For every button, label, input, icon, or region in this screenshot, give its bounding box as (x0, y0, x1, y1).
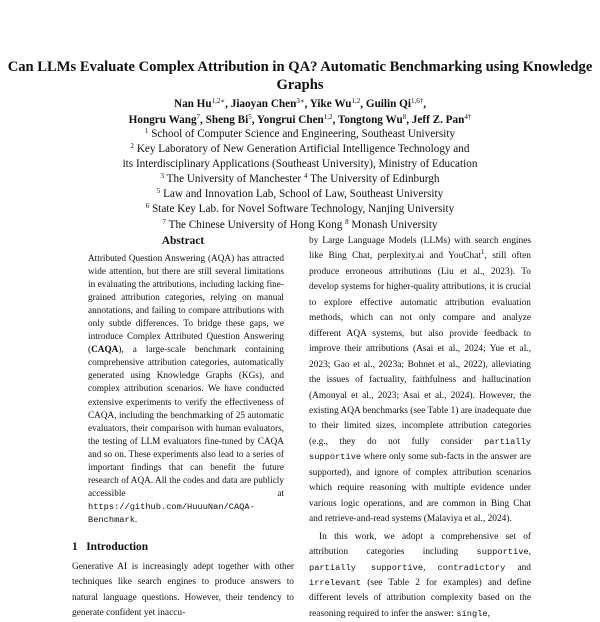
section-heading-introduction (72, 540, 294, 554)
affiliation-line (0, 187, 600, 202)
body-text: , (423, 562, 438, 573)
affiliation-number: 3 (160, 172, 165, 181)
affiliation-line (0, 218, 600, 233)
abstract-text (88, 253, 284, 527)
code-term: partially supportive (309, 562, 424, 573)
affiliation-text: The Chinese University of Hong Kong (168, 218, 343, 231)
right-column (309, 234, 531, 622)
body-text: where only some sub-facts in the answer are supported), and ignore of complex attribution scenarios which require reasoning with multiple evidence under various logic operations, and are common in Bing Chat and retrieve-and-read systems (Malaviya et al., 2024). (309, 452, 531, 525)
affiliation-text: Monash University (351, 218, 438, 231)
author-name: Guilin Qi (365, 98, 411, 110)
author-name: Jeff Z. Pan (411, 113, 465, 126)
body-text: by Large Language Models (LLMs) with search engines like Bing Chat, perplexity.ai and YouChat (309, 236, 531, 262)
affiliation-text: The University of Edinburgh (310, 173, 440, 186)
affiliation-text: The University of Manchester (166, 173, 302, 186)
body-paragraph (309, 530, 531, 622)
affiliation-number: 7 (162, 217, 166, 226)
section-title: Introduction (86, 540, 149, 553)
author-name: Nan Hu (173, 98, 212, 110)
affiliation-list (0, 127, 600, 233)
author-superscript: 5 (248, 112, 252, 121)
repository-link[interactable]: https://github.com/HuuuNan/CAQA-Benchmark (88, 501, 255, 525)
author-name: Tongtong Wu (337, 113, 403, 126)
code-term: irrelevant (309, 577, 362, 588)
author-superscript: 4† (464, 112, 472, 121)
affiliation-text: Key Laboratory of New Generation Artificial Intelligence Technology and (136, 143, 470, 156)
affiliation-text: its Interdisciplinary Applications (Southeast University), Ministry of Education (122, 158, 478, 171)
affiliation-text: State Key Lab. for Novel Software Technology, Nanjing University (152, 203, 455, 216)
body-text: (see Table 2 for examples) and define different levels of attribution complexity based on the reasoning required to infer the answer: (309, 577, 531, 619)
affiliation-number: 1 (144, 127, 149, 135)
author-superscript: 7 (196, 112, 201, 121)
body-text: , (528, 547, 531, 558)
body-text: and (505, 562, 531, 573)
affiliation-line (0, 202, 600, 217)
body-text: In this work, we adopt a comprehensive set of attribution categories including (309, 531, 531, 558)
author-superscript: 8 (402, 112, 407, 121)
affiliation-number: 6 (145, 202, 150, 211)
author-list: Nan $Hu^{1,2∗}$, Jiaoyan Chen$^{3∗}$, Yike Wu$^{1,2}$, Guilin $Qi^{1,6\dagger}$, Hongru Wang$^7$, Sheng Bi$^5$, Yongrui Chen$^{1,2}$, Tongtong Wu$^8$, Jeff Z. Pan$^{4\dagger}$ (128, 97, 472, 126)
abstract-heading: Abstract (161, 235, 205, 247)
code-term: supportive (476, 547, 529, 558)
footnote-marker: 1 (481, 248, 485, 257)
author-superscript: 1,2 (351, 97, 361, 105)
author-superscript: 3∗ (296, 97, 305, 105)
author-name: Yike Wu (309, 98, 352, 110)
section-number: 1 (72, 540, 78, 553)
abstract-part: . (134, 514, 138, 525)
affiliation-number: 5 (156, 187, 161, 196)
affiliation-line (0, 127, 600, 142)
affiliation-number: 8 (345, 217, 349, 226)
left-column (72, 234, 294, 622)
abstract-bold-acronym: CAQA (91, 345, 119, 356)
author-superscript: 1,2∗ (211, 97, 226, 105)
author-name: Hongru Wang (128, 113, 197, 126)
affiliation-line (0, 142, 600, 157)
affiliation-number: 4 (303, 172, 308, 181)
code-term: contradictory (437, 562, 506, 573)
author-name: Sheng Bi (205, 113, 249, 126)
author-superscript: 1,2 (323, 112, 333, 121)
affiliation-number: 2 (130, 142, 135, 151)
code-term: single (456, 608, 488, 619)
author-name: Jiaoyan Chen (230, 98, 297, 110)
author-name: Yongrui Chen (256, 113, 324, 126)
abstract-part: ), a large-scale benchmark containing comprehensive attribution categories, automatically generated using Knowledge Graphs (KGs), and complex attribution scenarios. We have conducted extensive experiments to verify the effectiveness of CAQA, including the benchmarking of 25 automatic evaluators, their comparison with human evaluators, the testing of LLM evaluators fine-tuned by CAQA and so on. These experiments also lead to a series of important findings that can benefit the future research of AQA. All the codes and data are publicly accessible at (88, 345, 284, 499)
author-superscript: 1,6† (410, 97, 424, 105)
paper-title: Can LLMs Evaluate Complex Attribution in QA? Automatic Benchmarking using Knowledge Graphs (7, 59, 593, 93)
affiliation-text: School of Computer Science and Engineering, Southeast University (151, 128, 456, 140)
abstract-part: Attributed Question Answering (AQA) has attracted wide attention, but there are still several limitations in evaluating the attributions, including lacking fine-grained attribution categories, relying on manual annotations, and failing to compare attributions with only subtle differences. To bridge these gaps, we introduce Complex Attributed Question Answering ( (88, 254, 284, 356)
body-paragraph (309, 234, 531, 528)
body-text: , (487, 608, 490, 619)
code-term: partially supportive (309, 436, 531, 463)
introduction-text: Generative AI is increasingly adept together with other techniques like search engines to produce answers to natural language questions. However, their tendency to generate confident yet inaccu- (72, 561, 294, 619)
affiliation-line (0, 157, 600, 172)
body-text: , still often produce erroneous attributions (Liu et al., 2023). To develop systems for higher-quality attributions, it is crucial to explore effective automatic attribution evaluation methods, which can not only compare and analyze different AQA systems, but also provide feedback to improve their attributions (Asai et al., 2024; Yue et al., 2023; Gao et al., 2023a; Bohnet et al., 2022), alleviating the issues of factuality, faithfulness and hallucination (Amouyal et al., 2023; Asai et al., 2024). However, the existing AQA benchmarks (see Table 1) are inadequate due to their limited sizes, incomplete attribution categories (e.g., they do not fully consider (309, 251, 532, 447)
affiliation-text: Law and Innovation Lab, School of Law, Southeast University (163, 188, 444, 201)
affiliation-line (0, 172, 600, 187)
